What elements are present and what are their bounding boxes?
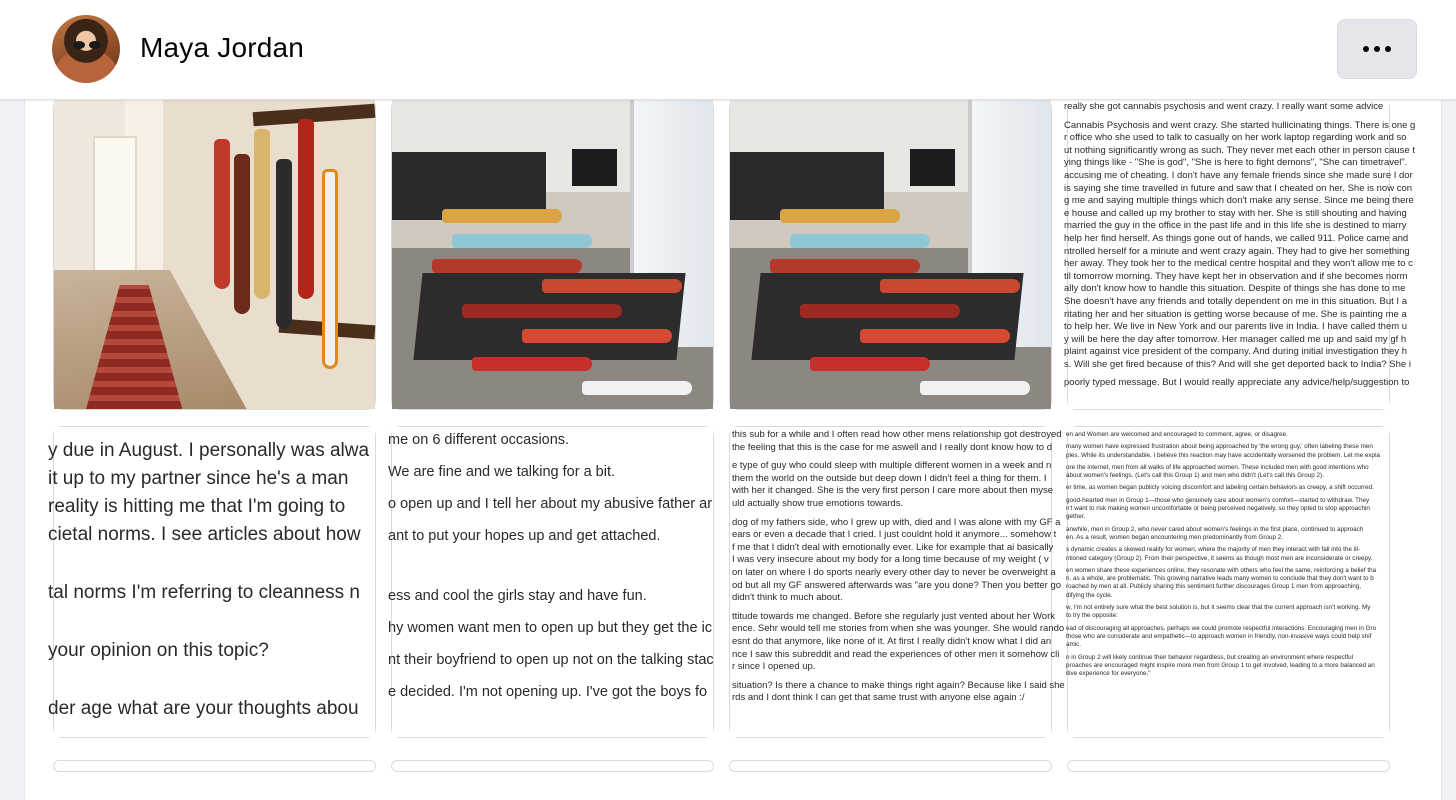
guitar-shape [860,329,1010,343]
guitar-shape [432,259,582,273]
text-line: ntrolled herself for a minute and went crazy again. They had to give her something [1064,245,1410,257]
text-screenshot-tile-cannabis-psychosis[interactable] [1064,98,1416,410]
guitar-shape [452,234,592,248]
text-screenshot-tile-approach[interactable] [1067,426,1390,738]
guitar-shape [214,139,230,289]
text-line: ritating her and her situation is getting worse because of me. She is painting me a [1064,308,1407,320]
text-line: plaint against vice president of the company. And during initial investigation they h [1064,346,1408,358]
guitar-shape [542,279,682,293]
text-line: really she got cannabis psychosis and went crazy. I really want some advice [1064,101,1384,112]
text-line: is saying she time travelled in future and saw that I cheated on her. She is now con [1064,182,1413,194]
text-line: en and Women are welcomed and encouraged to comment, agree, or disagree. [1066,431,1288,438]
text-line: didn't think to much about. [732,592,843,604]
text-line: it up to my partner since he's a man [48,468,349,489]
text-line: with her it changed. She is the very first person I care more about then myse [732,485,1054,497]
text-line: We are fine and we talking for a bit. [388,464,616,480]
guitar-shape [770,259,920,273]
text-line: ttitude towards me changed. Before she regularly just vented about her Work [732,610,1056,622]
text-line: on later on where I do sports nearly every other day to never be overweight a [732,566,1056,578]
text-line: poorly typed message. But I would really appreciate any advice/help/suggestion to [1064,377,1410,389]
guitar-shape [462,304,622,318]
text-line: ples. While its understandable, I believe this reaction may have accidentally worsened the problem. Let me expla [1066,451,1380,459]
profile-avatar[interactable] [52,15,120,83]
guitar-shape [880,279,1020,293]
guitar-shape [522,329,672,343]
guitar-shape [790,234,930,248]
photo-tile-guitar-room-duplicate[interactable] [729,98,1052,410]
text-line: accusing me of cheating. I don't have any female friends since she made sure I dor [1064,169,1413,181]
paragraph-gap [392,545,713,559]
paragraph-gap [392,669,713,683]
text-line: dog of my fathers side, who I grew up with, died and I was alone with my GF a [732,516,1061,528]
text-line: e house and called up my brother to stay with her. She is still shouting and having [1064,207,1407,219]
text-line: ead of discouraging all approaches, perhaps we could promote respectful interactions. Encouraging men in Gro [1066,624,1377,632]
text-line: situation? Is there a chance to make things right again? Because like I said she [732,679,1065,691]
text-line: r since I opened up. [732,661,816,673]
text-line: er time, as women began publicly voicing discomfort and labeling certain behaviors as creepy, a shift occurred. [1066,484,1374,492]
text-line: married the guy in the office in the past life and in this life she is destined to marry [1064,220,1407,232]
profile-name[interactable]: Maya Jordan [140,32,305,63]
paragraph-gap [392,605,713,619]
text-line: nce I saw this subreddit and read the experiences of other men it somehow cli [732,648,1060,660]
text-line: en. As a result, women began encountering men predominantly from Group 2. [1066,533,1284,541]
text-line: n in Group 2 will likely continue their behavior regardless, but creating an environment where respectful [1066,653,1354,661]
guitar-shape [920,381,1030,395]
text-line: to try the opposite: [1066,612,1118,620]
text-line: n, as a whole, are problematic. This growing narrative leads many women to conclude that they don't want to b [1066,575,1374,583]
guitar-shape [442,209,562,223]
text-screenshot [388,427,714,737]
text-line: y due in August. I personally was alwa [48,440,370,461]
paragraph-gap [54,607,375,637]
guitar-shape [298,119,314,299]
more-dot-icon [1385,46,1391,52]
text-screenshot-tile-opening-up[interactable] [388,426,714,738]
paragraph-gap [54,665,375,695]
text-line: She doesn't have any friends and totally dependent on me in this situation. But I a [1064,295,1407,307]
photo-door-shape [93,136,138,276]
guitar-shape [810,357,930,371]
text-screenshot-tile-pregnancy[interactable] [48,426,376,738]
text-line: Cannabis Psychosis and went crazy. She started hullicinating things. There is one g [1064,119,1416,131]
paragraph-gap [392,637,713,651]
guitar-room-photo [730,99,1051,409]
paragraph-gap [392,559,713,573]
text-line: e decided. I'm not opening up. I've got the boys fo [388,684,708,700]
guitar-shape [254,129,270,299]
text-line: your opinion on this topic? [48,640,269,661]
paragraph-gap [392,513,713,527]
text-line: about women's feelings. (Let's call this Group 1) and men who didn't (Let's call this Group 2). [1066,472,1324,480]
guitar-shape [800,304,960,318]
text-line: ntioned category (Group 2). From their perspective, it seems as though most men are inconsiderate or creepy. [1066,554,1373,562]
guitar-hallway-photo [54,99,375,409]
guitar-shape [276,159,292,329]
text-line: ant to put your hopes up and get attached. [388,528,661,544]
text-line: those who are considerate and empathetic—to approach women in friendly, non-invasive ways could help shif [1066,632,1372,640]
text-line: od but all my GF answered afterwards was "are you done? Then you better go [732,579,1062,591]
text-line: y will be here the day after tomorrow. Her manager called me up and said my gf h [1064,333,1407,345]
text-line: the feeling that this is the case for me aswell and I really dont know how to d [732,441,1053,453]
guitar-shape [582,381,692,395]
text-line: tal norms I'm referring to cleanness n [48,582,360,603]
text-screenshot [730,427,1065,737]
text-line: der age what are your thoughts abou [48,698,359,719]
text-line: g me and saying multiple things which don't make any sense. Since me being there [1064,195,1414,207]
more-options-button[interactable] [1337,19,1417,79]
text-line: s. Will she get fired because of this? And will she get deported back to India? She i [1064,358,1411,370]
text-line: many women have expressed frustration about being approached by 'the wrong guy,' often labeling these men [1066,443,1373,451]
text-line: n't want to risk making women uncomfortable or being perceived negatively, so they opted to stop approachin [1066,505,1370,513]
guitar-shape [322,169,338,369]
text-line: ore the internet, men from all walks of life approached women. These included men with good intentions who [1066,463,1369,471]
text-line: ears or even a decade that I cried. I just couldnt hold it anymore... somehow t [732,529,1057,541]
text-line: to help her. We live in New York and our parents live in India. I have called them u [1064,321,1408,333]
text-line: uld actually show true emotions towards. [732,497,904,509]
paragraph-gap [392,449,713,463]
text-line: her away. They took her to the medical centre hospital and they won't allow me to c [1064,258,1413,270]
text-line: f me that I didn't deal with emotionally ever. Like for example that ai basically [732,541,1054,553]
guitar-shape [234,154,250,314]
text-line: this sub for a while and I often read how other mens relationship got destroyed [732,429,1062,440]
text-line: me on 6 different occasions. [388,432,570,448]
photo-tile-partial[interactable] [729,760,1052,772]
text-line: ut nothing significantly wrong as such. They never met each other in person cause t [1064,144,1415,156]
text-line: roached by men at all. Publicly sharing this sentiment further discourages Group 1 men from approaching, [1066,583,1362,591]
photo-tile-guitar-room[interactable] [391,98,714,410]
text-line: gether. [1066,513,1086,521]
text-line: anwhile, men in Group 2, who never cared about women's feelings in the first place, continued to approach [1066,525,1364,533]
text-line: s dynamic creates a skewed reality for women, where the majority of men they interact with fall into the ill- [1066,546,1360,554]
guitar-shape [780,209,900,223]
more-dot-icon [1374,46,1380,52]
text-line: good-hearted men in Group 1—those who genuinely care about women's comfort—started to withdraw. They [1066,496,1370,504]
paragraph-gap [392,573,713,587]
text-line: o open up and I tell her about my abusive father ar [388,496,713,512]
photo-monitor-shape [910,149,955,186]
text-line: proaches are encouraged might inspire more men from Group 1 to get involved, leading to a more balanced an [1066,661,1375,669]
text-line: cietal norms. I see articles about how [48,524,361,545]
guitar-shape [472,357,592,371]
text-line: ess and cool the girls stay and have fun. [388,588,647,604]
text-line: r office who she used to talk to casually on her work laptop regarding work and so [1064,132,1407,144]
text-line: amic. [1066,641,1082,649]
paragraph-gap [392,481,713,495]
photo-tile-guitar-hallway[interactable] [53,98,376,410]
text-screenshot [1064,99,1416,409]
profile-header [0,0,1456,100]
text-line: en women share these experiences online, they resonate with others who feel the same, reinforcing a belief tha [1066,566,1377,574]
text-screenshot [1068,427,1389,737]
paragraph-gap [54,549,375,579]
more-dot-icon [1363,46,1369,52]
text-line: them the world on the outside but deep down I didn't feel a thing for them. I [732,472,1047,484]
text-line: w, I'm not entirely sure what the best solution is, but it seems clear that the current approach isn't working. My [1066,604,1371,612]
photo-tile-partial[interactable] [391,760,714,772]
photo-monitor-shape [572,149,617,186]
text-line: til tomorrow morning. They have kept her in observation and if she becomes norm [1064,270,1408,282]
photo-rail-shape [253,104,376,126]
text-line: ying things like - "She is god", "She is here to fight demons", "She can timetravel". [1064,157,1408,169]
text-screenshot [48,427,375,737]
text-screenshot-tile-relationship[interactable] [729,426,1065,738]
photo-tile-partial[interactable] [1067,760,1390,772]
text-line: nt their boyfriend to open up not on the talking stac [388,652,714,668]
text-line: e type of guy who could sleep with multiple different women in a week and n [732,460,1052,472]
guitar-room-photo [392,99,713,409]
text-line: I was very insecure about my body for a long time because of my weight ( v [732,554,1049,566]
text-line: itive experience for everyone." [1066,670,1151,678]
text-line: hy women want men to open up but they get the ic [388,620,713,636]
text-line: help her find herself. As things gone out of hands, we called 911. Police came and [1064,232,1409,244]
photo-tile-partial[interactable] [53,760,376,772]
text-line: esnt do that anymore, like none of it. At first I really didn't know what I did an [732,635,1052,647]
text-line: rds and I dont think I can get that same trust with anyone else again :/ [732,692,1025,704]
text-line: ence. Sehr would tell me stories from when she was younger. She would rando [732,623,1065,635]
text-line: difying the cycle. [1066,591,1113,599]
text-line: reality is hitting me that I'm going to [48,496,346,517]
sunglasses-graphic [73,41,101,49]
text-line: ally don't know how to handle this situation. Despite of things she has done to me [1064,283,1406,295]
